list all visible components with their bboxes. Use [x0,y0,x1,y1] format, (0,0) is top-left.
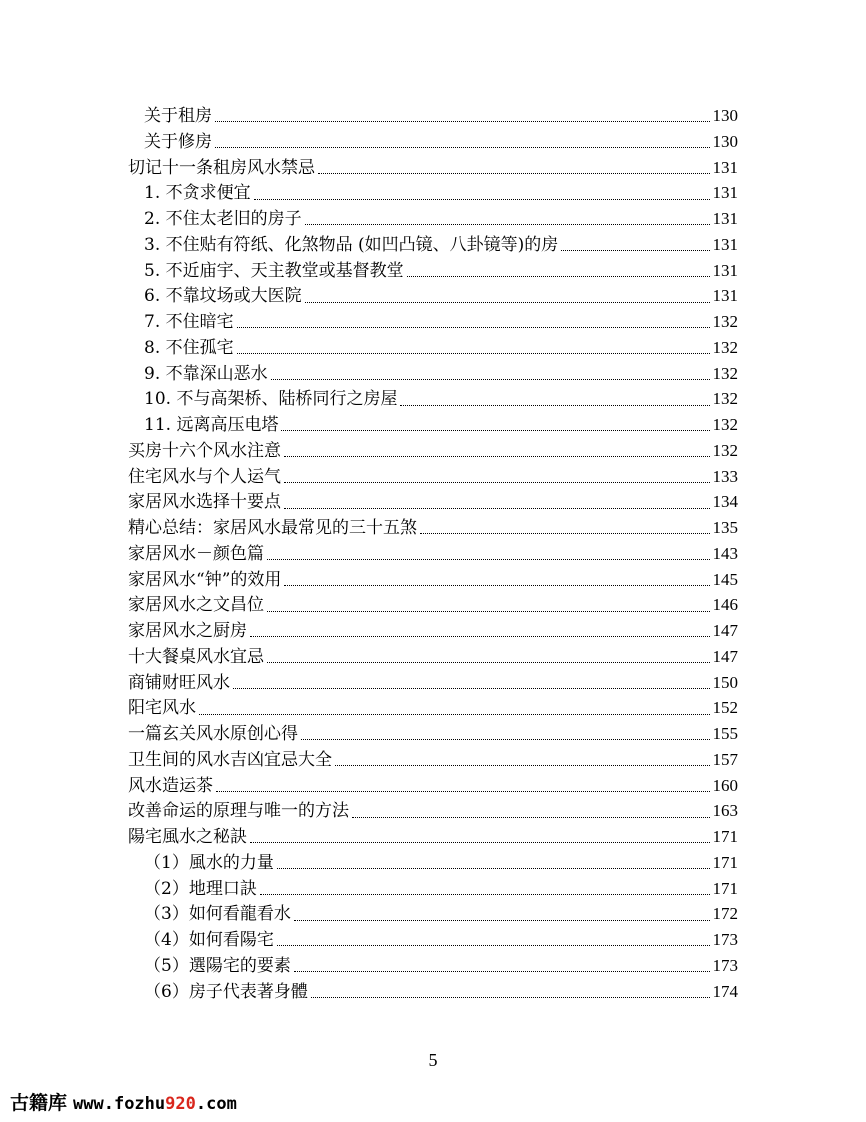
toc-entry-page: 131 [712,260,738,280]
toc-entry[interactable] [128,515,738,541]
toc-entry[interactable] [128,180,738,206]
toc-entry-page: 147 [712,646,738,666]
toc-entry-page: 147 [712,621,738,640]
toc-dot-leader [260,894,710,895]
toc-entry[interactable] [128,438,738,464]
toc-entry-page: 131 [712,286,738,306]
toc-entry[interactable] [128,541,738,567]
toc-entry-page: 134 [712,492,738,512]
toc-dot-leader [318,173,710,174]
toc-entry-title: 家居风水之文昌位 [128,595,264,616]
toc-dot-leader [215,121,710,122]
toc-entry[interactable] [128,721,738,747]
toc-entry-title: 十大餐桌风水宜忌 [128,646,264,667]
toc-entry-title: 卫生间的风水吉凶宜忌大全 [128,749,332,770]
toc-entry[interactable] [128,876,738,902]
toc-entry-page: 160 [712,775,738,795]
toc-entry-title: 7. 不住暗宅 [144,312,234,332]
toc-entry[interactable] [128,850,738,876]
toc-entry-title: 精心总结：家居风水最常见的三十五煞 [128,518,417,538]
toc-entry[interactable] [128,335,738,361]
watermark-site-prefix: www.fozhu [73,1094,166,1114]
toc-entry[interactable] [128,489,738,515]
toc-entry[interactable] [128,979,738,1005]
toc-entry-page: 171 [712,852,738,872]
toc-dot-leader [294,920,710,921]
toc-entry-title: 6. 不靠坟场或大医院 [144,286,302,307]
toc-dot-leader [400,405,709,406]
toc-entry-title: 家居风水“钟”的效用 [128,569,282,590]
toc-entry-page: 155 [712,724,738,743]
toc-dot-leader [284,456,710,457]
toc-dot-leader [420,533,710,534]
toc-entry-page: 132 [712,415,738,434]
toc-entry[interactable] [128,798,738,824]
watermark-brand: 古籍库 [10,1092,68,1114]
toc-entry-title: 9. 不靠深山恶水 [144,363,268,384]
toc-entry[interactable] [128,386,738,412]
toc-entry-page: 163 [712,801,738,821]
toc-dot-leader [311,997,710,998]
toc-entry-page: 173 [712,930,738,949]
toc-dot-leader [215,147,710,148]
toc-entry[interactable] [128,283,738,309]
watermark [10,1088,237,1115]
toc-entry-page: 130 [712,131,738,151]
toc-entry-page: 132 [712,440,738,460]
toc-dot-leader [407,276,710,277]
toc-dot-leader [237,353,710,354]
toc-entry-title: 住宅风水与个人运气 [128,466,281,487]
toc-entry-title: 家居风水之厨房 [128,621,247,641]
toc-entry-page: 152 [712,698,738,718]
toc-dot-leader [284,508,710,509]
toc-entry-page: 157 [712,749,738,769]
toc-entry[interactable] [128,901,738,927]
toc-entry[interactable] [128,927,738,953]
toc-dot-leader [284,482,710,483]
toc-entry-page: 150 [712,672,738,692]
toc-entry-title: （1）風水的力量 [144,852,274,873]
toc-entry-title: 家居风水－颜色篇 [128,543,264,564]
toc-dot-leader [335,765,710,766]
toc-entry-title: （3）如何看龍看水 [144,904,291,925]
toc-entry-page: 131 [712,209,738,228]
toc-entry[interactable] [128,824,738,850]
toc-entry[interactable] [128,464,738,490]
toc-entry-page: 132 [712,389,738,409]
toc-entry-page: 171 [712,878,738,898]
watermark-site [73,1094,237,1114]
toc-entry[interactable] [128,773,738,799]
toc-entry[interactable] [128,670,738,696]
toc-entry-page: 174 [712,981,738,1001]
toc-entry-title: 商铺财旺风水 [128,672,230,693]
toc-entry[interactable] [128,206,738,232]
toc-dot-leader [294,971,710,972]
toc-entry[interactable] [128,258,738,284]
toc-dot-leader [216,791,710,792]
toc-dot-leader [301,739,710,740]
toc-entry-page: 131 [712,234,738,254]
toc-entry[interactable] [128,155,738,181]
toc-entry-title: 一篇玄关风水原创心得 [128,724,298,744]
toc-entry-title: （6）房子代表著身體 [144,981,308,1002]
toc-entry-title: （4）如何看陽宅 [144,930,274,950]
toc-dot-leader [233,688,710,689]
toc-dot-leader [267,611,710,612]
toc-dot-leader [305,302,710,303]
toc-entry-title: 买房十六个风水注意 [128,440,281,461]
toc-entry-title: 风水造运茶 [128,775,213,796]
toc-entry-page: 143 [712,543,738,563]
toc-dot-leader [267,662,710,663]
toc-entry-page: 130 [712,106,738,125]
page-number: 5 [428,1050,438,1070]
toc-entry-title: 改善命运的原理与唯一的方法 [128,801,349,822]
toc-entry-page: 135 [712,518,738,537]
toc-entry-page: 132 [712,363,738,383]
toc-entry-page: 172 [712,904,738,924]
toc-entry-title: 阳宅风水 [128,698,196,719]
toc-entry[interactable] [128,103,738,129]
toc-entry[interactable] [128,695,738,721]
toc-dot-leader [352,817,710,818]
toc-entry[interactable] [128,953,738,979]
watermark-site-accent: 920 [165,1094,196,1114]
toc-entry-page: 132 [712,337,738,357]
toc-entry-title: 切记十一条租房风水禁忌 [128,157,315,178]
toc-entry[interactable] [128,129,738,155]
toc-entry-page: 131 [712,183,738,203]
toc-entry[interactable] [128,747,738,773]
toc-dot-leader [305,224,710,225]
toc-dot-leader [250,636,710,637]
toc-dot-leader [250,842,710,843]
watermark-site-suffix: .com [195,1094,237,1114]
toc-entry-title: 关于租房 [144,106,212,126]
toc-dot-leader [267,559,710,560]
toc-entry[interactable] [128,644,738,670]
toc-dot-leader [277,868,710,869]
toc-dot-leader [199,714,710,715]
table-of-contents [128,103,738,1004]
toc-entry-page: 132 [712,312,738,331]
toc-entry-page: 146 [712,595,738,615]
toc-entry-title: 家居风水选择十要点 [128,492,281,513]
toc-entry-page: 131 [712,157,738,177]
toc-entry[interactable] [128,361,738,387]
toc-entry-title: （5）選陽宅的要素 [144,955,291,976]
toc-entry-page: 145 [712,569,738,589]
toc-dot-leader [277,945,710,946]
toc-entry-title: 1. 不贪求便宜 [144,183,251,204]
toc-entry-title: 陽宅風水之秘訣 [128,827,247,847]
toc-entry-title: 11. 远离高压电塔 [144,415,279,435]
toc-entry-title: （2）地理口訣 [144,878,257,899]
toc-dot-leader [254,199,710,200]
toc-entry-title: 10. 不与高架桥、陆桥同行之房屋 [144,389,398,410]
toc-dot-leader [237,327,710,328]
toc-dot-leader [271,379,710,380]
toc-entry-title: 5. 不近庙宇、天主教堂或基督教堂 [144,260,404,281]
toc-entry[interactable] [128,412,738,438]
toc-entry-title: 3. 不住贴有符纸、化煞物品 (如凹凸镜、八卦镜等)的房 [144,234,559,255]
toc-entry-page: 171 [712,827,738,846]
toc-dot-leader [281,430,709,431]
toc-entry-title: 2. 不住太老旧的房子 [144,209,302,229]
toc-entry[interactable] [128,309,738,335]
toc-dot-leader [284,585,709,586]
toc-entry-title: 关于修房 [144,131,212,152]
toc-entry-page: 173 [712,955,738,975]
toc-dot-leader [561,250,709,251]
toc-entry-page: 133 [712,466,738,486]
toc-entry[interactable] [128,232,738,258]
toc-entry[interactable] [128,567,738,593]
toc-entry[interactable] [128,592,738,618]
toc-entry-title: 8. 不住孤宅 [144,337,234,358]
toc-entry[interactable] [128,618,738,644]
